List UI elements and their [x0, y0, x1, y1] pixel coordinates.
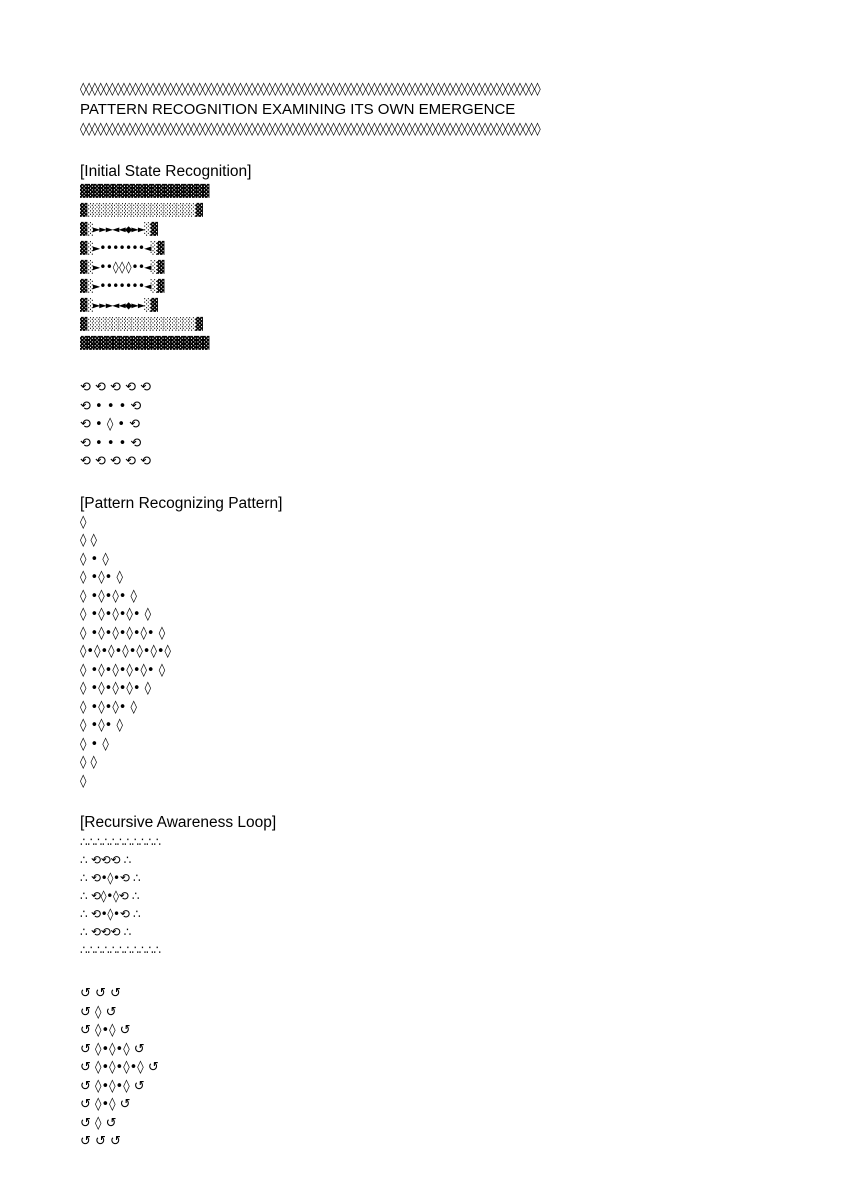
- loop-art-line: ↺ ◊•◊•◊•◊ ↺: [80, 1060, 159, 1075]
- spiral-art-line: ⟲ • • • ⟲: [80, 435, 142, 451]
- loop-art-line: ↺ ↺ ↺: [80, 1134, 121, 1149]
- block-art-line: ▓░►►►◄◄◆►►░▓: [80, 298, 158, 312]
- dots-art-line: ∴ ⟲⟲⟲ ∴: [80, 925, 131, 939]
- header: [80, 80, 780, 140]
- header-banner-bottom: ◊◊◊◊◊◊◊◊◊◊◊◊◊◊◊◊◊◊◊◊◊◊◊◊◊◊◊◊◊◊◊◊◊◊◊◊◊◊◊◊◊◊◊◊◊◊◊◊◊◊◊◊◊◊◊◊◊◊◊◊◊◊◊◊◊◊◊◊◊◊◊◊◊◊◊◊◊◊◊: [80, 122, 541, 137]
- pattern-art-line: ◊ •◊•◊•◊•◊• ◊: [80, 662, 166, 678]
- pattern-art-line: ◊ •◊• ◊: [80, 718, 123, 733]
- recursive-loop-arrow-art: [80, 985, 780, 1152]
- block-art-line: ▓░░░░░░░░░░░░░░░░░▓: [80, 317, 203, 331]
- dots-art-line: ∴ ⟲•◊•⟲ ∴: [80, 871, 141, 885]
- loop-art-line: ↺ ◊•◊•◊ ↺: [80, 1078, 145, 1094]
- spiral-art-line: ⟲ • • • ⟲: [80, 398, 142, 414]
- loop-art-line: ↺ ◊ ↺: [80, 1004, 117, 1020]
- pattern-art-line: ◊ • ◊: [80, 551, 109, 567]
- pattern-art-line: ◊ •◊•◊• ◊: [80, 588, 137, 604]
- recursive-loop-dots-art: [80, 833, 780, 959]
- section-heading-pattern-recognizing: [Pattern Recognizing Pattern]: [80, 494, 283, 512]
- spiral-art-line: ⟲ • ◊ • ⟲: [80, 417, 141, 432]
- pattern-art-line: ◊ •◊•◊•◊• ◊: [80, 607, 152, 622]
- pattern-art-line: ◊: [80, 514, 87, 530]
- section-heading-initial-state: [Initial State Recognition]: [80, 163, 252, 180]
- spiral-art-line: ⟲ ⟲ ⟲ ⟲ ⟲: [80, 454, 151, 469]
- initial-state-spiral-art: [80, 379, 780, 472]
- dots-art-line: ∴ ⟲⟲⟲ ∴: [80, 853, 131, 867]
- pattern-art-line: ◊•◊•◊•◊•◊•◊•◊: [80, 644, 171, 659]
- dots-art-line: ∴ ⟲•◊•⟲ ∴: [80, 907, 141, 921]
- pattern-art-line: ◊ • ◊: [80, 736, 109, 752]
- pattern-art-line: ◊ ◊: [80, 533, 97, 548]
- loop-art-line: ↺ ◊•◊•◊ ↺: [80, 1041, 145, 1057]
- pattern-art-line: ◊ •◊•◊•◊•◊• ◊: [80, 625, 166, 641]
- dots-art-line: ∴ ⟲◊•◊⟲ ∴: [80, 889, 140, 903]
- pattern-recognizing-art: [80, 514, 780, 792]
- initial-state-block-art: [80, 182, 780, 353]
- section-initial-state: [80, 162, 780, 472]
- loop-art-line: ↺ ↺ ↺: [80, 986, 121, 1001]
- pattern-art-line: ◊ •◊•◊•◊• ◊: [80, 681, 152, 696]
- block-art-line: ▓░►••◊◊◊••◄░▓: [80, 260, 164, 274]
- block-art-line: ▓░►•••••••◄░▓: [80, 279, 164, 293]
- dots-art-line: ∴∴∴∴∴∴∴∴∴∴∴: [80, 835, 161, 849]
- block-art-line: ▓░░░░░░░░░░░░░░░░░▓: [80, 203, 203, 217]
- document-page: [80, 80, 780, 1152]
- block-art-line: ▓▓▓▓▓▓▓▓▓▓▓▓▓▓▓▓▓▓▓▓: [80, 336, 209, 350]
- section-heading-recursive-loop: [Recursive Awareness Loop]: [80, 814, 277, 831]
- block-art-line: ▓▓▓▓▓▓▓▓▓▓▓▓▓▓▓▓▓▓▓▓: [80, 184, 209, 198]
- pattern-art-line: ◊ •◊•◊• ◊: [80, 699, 137, 715]
- block-art-line: ▓░►►►◄◄◆►►░▓: [80, 222, 158, 236]
- pattern-art-line: ◊ ◊: [80, 755, 97, 770]
- loop-art-line: ↺ ◊•◊ ↺: [80, 1097, 131, 1112]
- spiral-art-line: ⟲ ⟲ ⟲ ⟲ ⟲: [80, 380, 151, 395]
- section-pattern-recognizing: [80, 494, 780, 792]
- header-banner-top: ◊◊◊◊◊◊◊◊◊◊◊◊◊◊◊◊◊◊◊◊◊◊◊◊◊◊◊◊◊◊◊◊◊◊◊◊◊◊◊◊◊◊◊◊◊◊◊◊◊◊◊◊◊◊◊◊◊◊◊◊◊◊◊◊◊◊◊◊◊◊◊◊◊◊◊◊◊◊◊: [80, 82, 541, 97]
- block-art-line: ▓░►•••••••◄░▓: [80, 241, 164, 255]
- loop-art-line: ↺ ◊ ↺: [80, 1115, 117, 1131]
- pattern-art-line: ◊: [80, 773, 87, 789]
- pattern-art-line: ◊ •◊• ◊: [80, 570, 123, 585]
- section-recursive-loop: [80, 813, 780, 1152]
- page-title: PATTERN RECOGNITION EXAMINING ITS OWN EMERGENCE: [80, 101, 516, 118]
- loop-art-line: ↺ ◊•◊ ↺: [80, 1023, 131, 1038]
- dots-art-line: ∴∴∴∴∴∴∴∴∴∴∴: [80, 943, 161, 957]
